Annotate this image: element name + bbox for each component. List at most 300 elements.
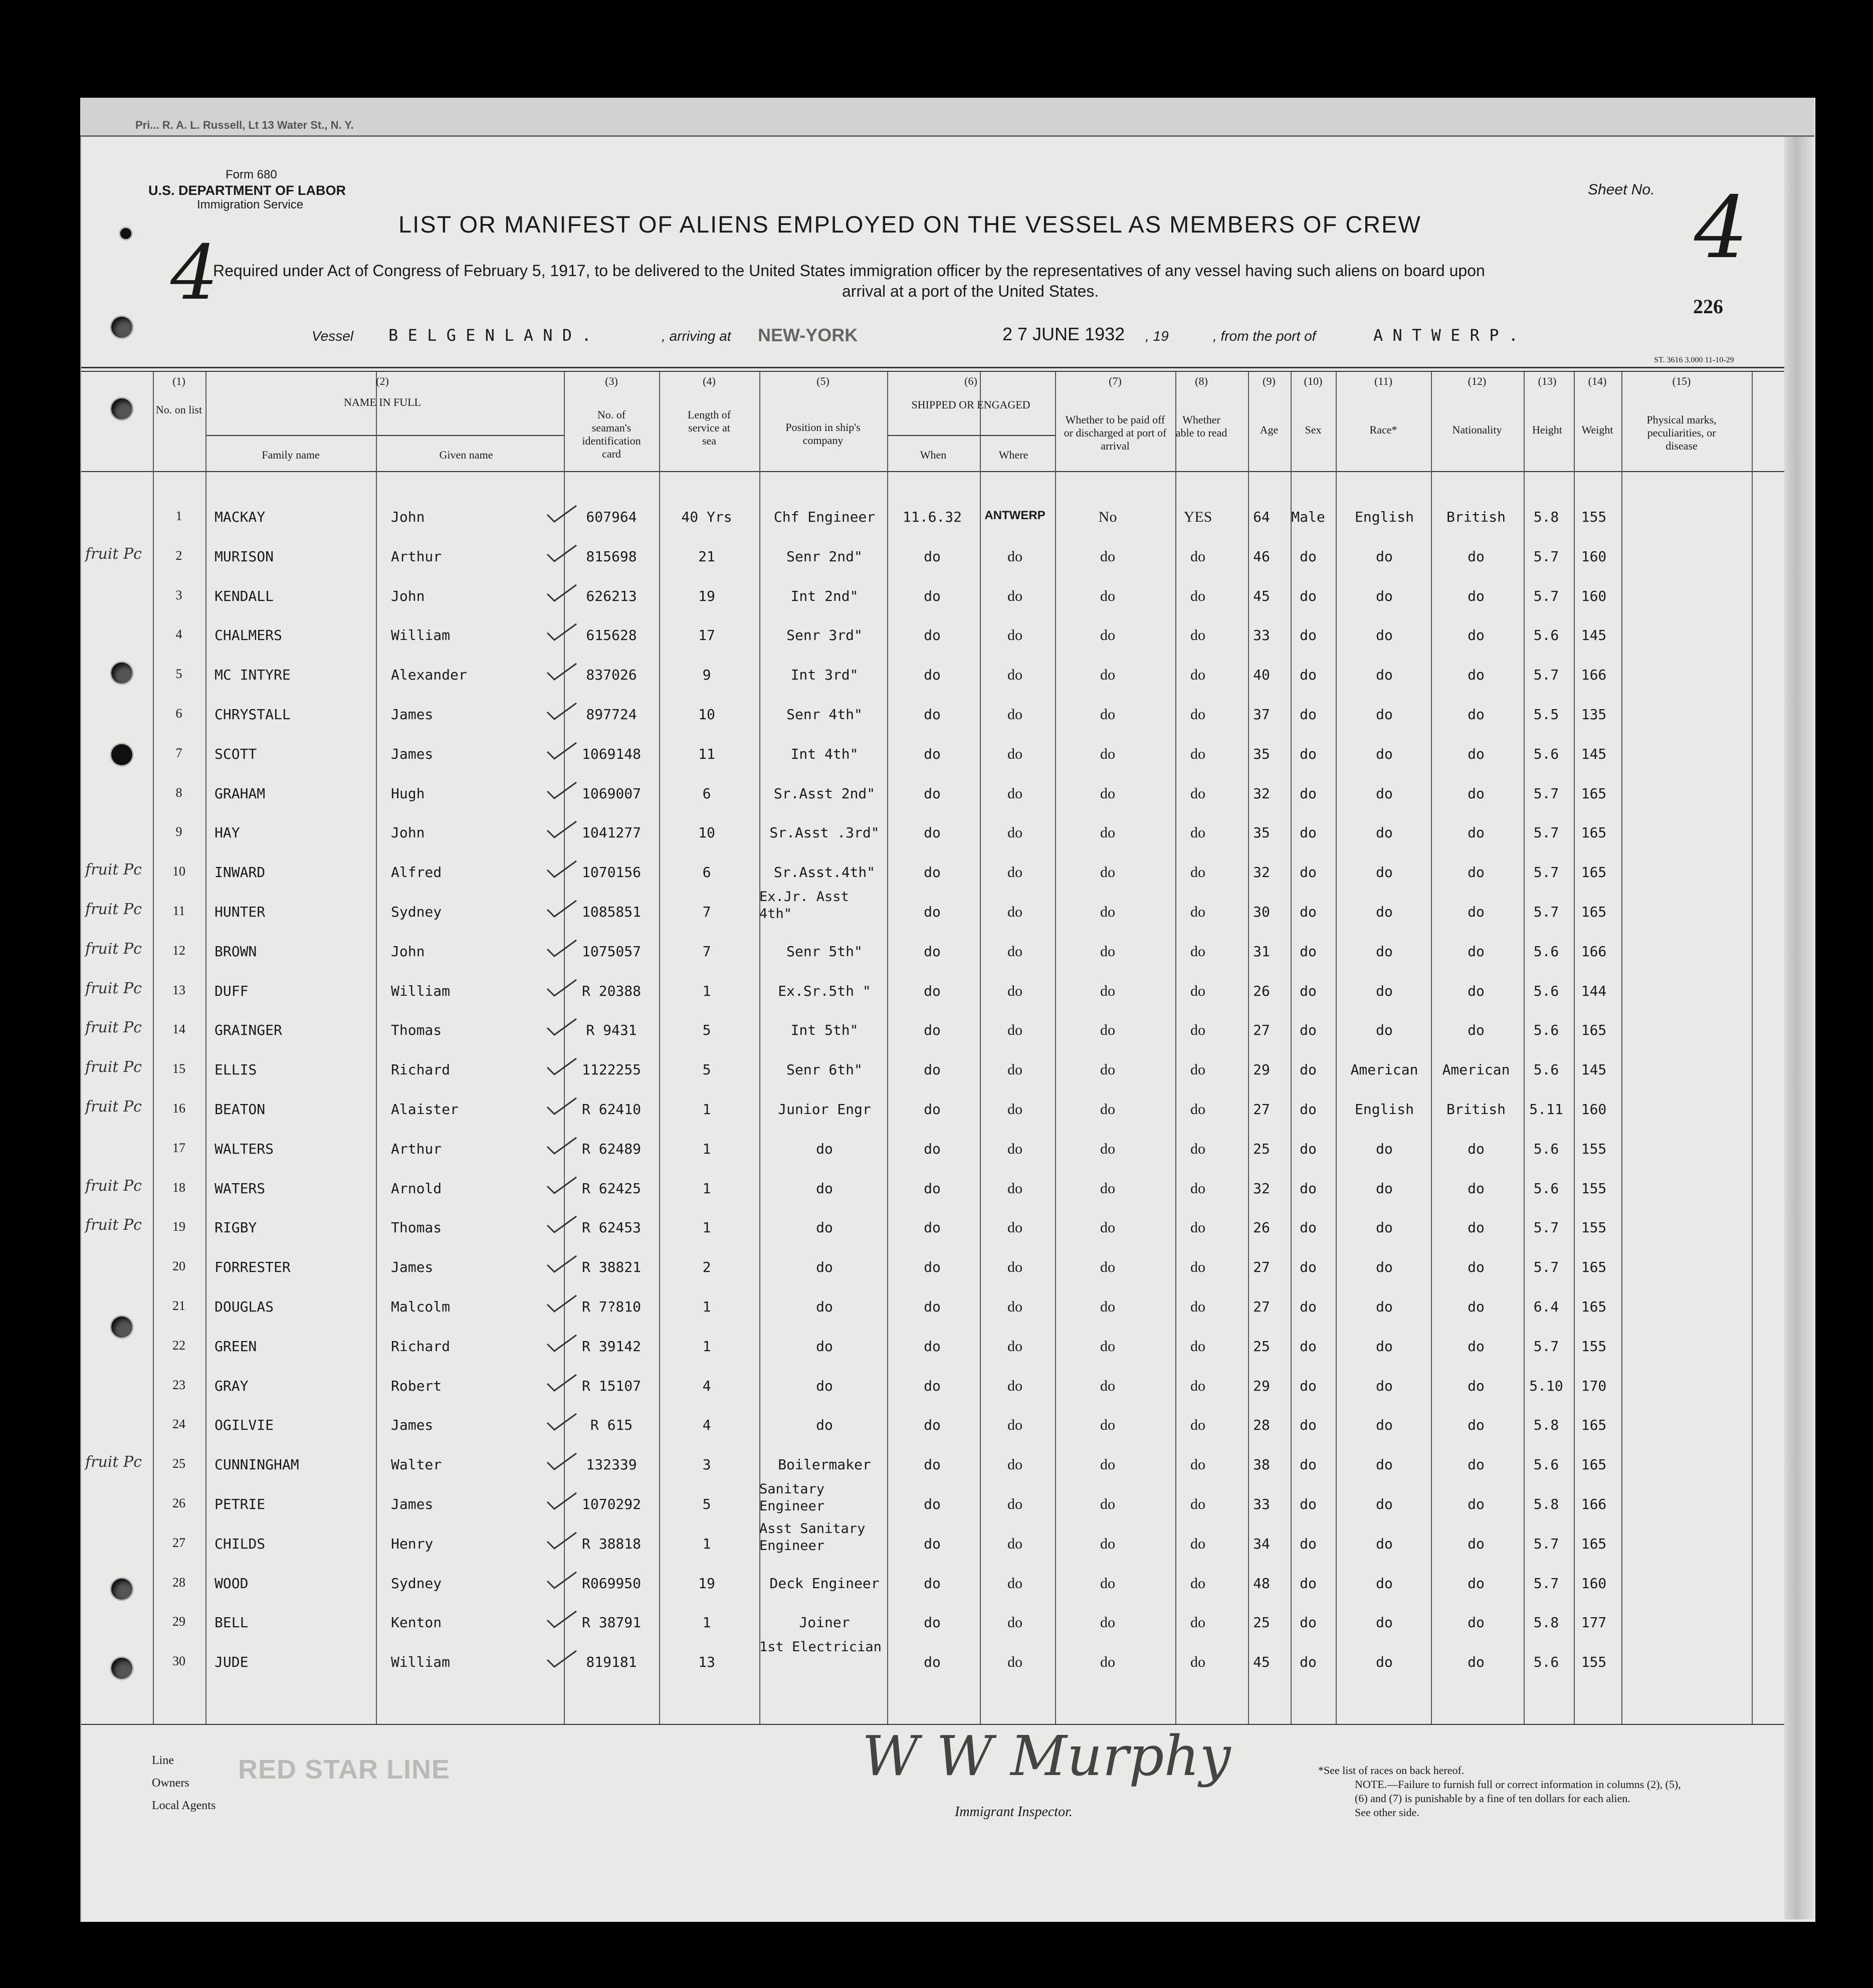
sex: do [1300,706,1317,723]
sex: do [1300,548,1317,565]
able-to-read: do [1190,1654,1205,1671]
shipped-where: do [1007,548,1022,565]
header-bottom-rule [81,471,1784,472]
paid-off: do [1100,1101,1115,1118]
nationality: do [1468,1298,1485,1315]
weight: 160 [1581,1101,1607,1118]
age: 26 [1253,982,1270,999]
column-divider [1621,372,1622,1724]
age: 29 [1253,1061,1270,1078]
binder-hole-icon [120,228,131,239]
age: 35 [1253,824,1270,841]
age: 32 [1253,785,1270,802]
age: 32 [1253,864,1270,881]
row-number: 9 [175,824,182,839]
weight: 166 [1581,943,1607,960]
column-header-c5: Position in ship's company [785,421,861,447]
shipped-when: do [924,785,941,802]
family-name: CUNNINGHAM [215,1456,299,1473]
able-to-read: do [1190,1575,1205,1592]
row-number: 21 [172,1298,185,1313]
given-name: Hugh [391,785,425,802]
shipped-where: do [1007,1456,1022,1473]
height: 5.6 [1533,745,1559,762]
form-code: ST. 3616 3.000 11-10-29 [1654,356,1734,364]
subheader-c6a: When [920,449,947,461]
sex: do [1300,587,1317,604]
checkmark-icon [546,900,577,918]
column-number-c2: (2) [376,375,389,387]
ship-position: Senr 4th" [786,706,863,723]
able-to-read: do [1190,1456,1205,1473]
ship-position: do [816,1259,833,1276]
age: 27 [1253,1259,1270,1276]
family-name: MACKAY [215,509,266,525]
family-name: BELL [215,1614,249,1631]
age: 45 [1253,587,1270,604]
able-to-read: do [1190,1338,1205,1355]
margin-mark: 4 [170,230,219,317]
column-number-c14: (14) [1588,375,1607,387]
race: do [1376,1417,1393,1434]
family-name: WATERS [215,1180,266,1197]
service-length: 3 [702,1456,711,1473]
nationality: do [1468,1338,1485,1355]
binder-hole-icon [111,1316,132,1338]
penalty-note-1: NOTE.—Failure to furnish full or correct information in columns (2), (5), [1355,1778,1681,1791]
weight: 170 [1581,1377,1607,1394]
family-name: ELLIS [215,1061,257,1078]
identification-card: R 20388 [581,982,642,999]
able-to-read: do [1190,1259,1205,1276]
race: do [1376,1140,1393,1157]
shipped-when: do [924,1614,941,1631]
row-number: 2 [175,548,182,563]
checkmark-icon [546,702,577,720]
able-to-read: do [1190,1180,1205,1197]
service-length: 1 [702,1140,711,1157]
sex: do [1300,1259,1317,1276]
vessel-name: B E L G E N L A N D . [388,326,591,345]
given-name: James [391,745,434,762]
column-divider [1055,372,1056,1724]
sex: do [1300,1456,1317,1473]
age: 30 [1253,904,1270,920]
sex: do [1300,904,1317,920]
able-to-read: do [1190,1377,1205,1394]
printer-imprint: Pri... R. A. L. Russell, Lt 13 Water St., N. Y. [135,119,354,131]
sex: do [1300,824,1317,841]
margin-annotation: fruit Pc [85,1019,142,1037]
nationality: do [1468,1219,1485,1236]
height: 5.5 [1533,706,1559,723]
height: 5.7 [1533,1338,1559,1355]
checkmark-icon [546,544,577,562]
race: do [1376,982,1393,999]
height: 5.10 [1529,1377,1563,1394]
sex: do [1300,667,1317,684]
shipped-when: do [924,1417,941,1434]
family-name: KENDALL [215,587,274,604]
nationality: do [1468,548,1485,565]
weight: 145 [1581,627,1607,644]
inspector-label: Immigrant Inspector. [955,1804,1073,1820]
race: American [1350,1061,1418,1078]
identification-card: 1069007 [581,785,642,802]
column-number-c5: (5) [816,375,829,387]
service-length: 10 [698,706,715,723]
sex: do [1300,1614,1317,1631]
height: 5.7 [1533,548,1559,565]
margin-annotation: fruit Pc [85,1216,142,1234]
age: 27 [1253,1101,1270,1118]
shipped-where: do [1007,1496,1022,1512]
shipped-where: do [1007,706,1022,723]
ship-position: Int 4th" [790,745,859,762]
column-header-c14: Weight [1581,423,1613,436]
able-to-read: do [1190,943,1205,960]
identification-card: 837026 [586,667,637,684]
race: do [1376,1022,1393,1039]
given-name: James [391,1417,434,1434]
shipped-when: 11.6.32 [902,509,962,525]
sex: do [1300,1535,1317,1552]
checkmark-icon [546,939,577,957]
paid-off: do [1100,1575,1115,1592]
race: do [1376,904,1393,920]
race: English [1354,1101,1414,1118]
family-name: JUDE [215,1654,249,1671]
shipped-where: do [1007,864,1022,881]
penalty-note-3: See other side. [1355,1806,1419,1819]
weight: 155 [1581,1180,1607,1197]
shipped-where: do [1007,1101,1022,1118]
given-name: John [391,943,425,960]
able-to-read: do [1190,1101,1205,1118]
identification-card: R 62410 [581,1101,642,1118]
identification-card: 1070292 [581,1496,642,1512]
identification-card: 1085851 [581,904,642,920]
column-header-c10: Sex [1305,423,1322,436]
races-note: *See list of races on back hereof. [1318,1764,1465,1777]
family-name: DUFF [215,982,249,999]
age: 33 [1253,1496,1270,1512]
sex: do [1300,1654,1317,1671]
family-name: PETRIE [215,1496,266,1512]
able-to-read: do [1190,548,1205,565]
margin-annotation: fruit Pc [85,901,142,918]
height: 5.7 [1533,785,1559,802]
column-header-c15: Physical marks, peculiarities, or disease [1646,413,1717,452]
family-name: BEATON [215,1101,266,1118]
age: 32 [1253,1180,1270,1197]
paid-off: do [1100,745,1115,762]
shipped-when: do [924,943,941,960]
row-number: 3 [175,587,182,602]
binder-hole-icon [111,744,132,765]
shipped-when: do [924,1298,941,1315]
column-number-c7: (7) [1109,375,1122,387]
column-divider [1524,372,1525,1724]
family-name: BROWN [215,943,257,960]
weight: 165 [1581,824,1607,841]
family-name: CHILDS [215,1535,266,1552]
nationality: do [1468,1140,1485,1157]
identification-card: 819181 [586,1654,637,1671]
column-number-c6: (6) [964,375,977,387]
family-name: CHALMERS [215,627,282,644]
line-label: Line [152,1754,174,1767]
family-name: GREEN [215,1338,257,1355]
weight: 165 [1581,1259,1607,1276]
row-number: 26 [172,1496,185,1510]
service-length: 1 [702,1101,711,1118]
height: 5.7 [1533,1219,1559,1236]
shipped-where: do [1007,1535,1022,1552]
shipped-where: do [1007,1417,1022,1434]
checkmark-icon [546,662,577,681]
race: do [1376,1654,1393,1671]
column-number-c1: (1) [172,375,185,387]
age: 26 [1253,1219,1270,1236]
arriving-label: , arriving at [662,328,731,344]
row-number: 12 [172,943,185,958]
weight: 155 [1581,1654,1607,1671]
paid-off: do [1100,1061,1115,1078]
shipped-when: do [924,904,941,920]
binder-hole-icon [111,662,132,684]
height: 5.6 [1533,1180,1559,1197]
race: do [1376,1456,1393,1473]
sex: do [1300,1180,1317,1197]
identification-card: 815698 [586,548,637,565]
family-name: HUNTER [215,904,266,920]
paid-off: do [1100,1180,1115,1197]
arriving-port: NEW-YORK [758,325,858,345]
ship-position: Ex.Sr.5th " [778,982,871,999]
nationality: do [1468,943,1485,960]
penalty-note-2: (6) and (7) is punishable by a fine of ten dollars for each alien. [1355,1792,1630,1805]
nationality: do [1468,1417,1485,1434]
age: 33 [1253,627,1270,644]
paid-off: do [1100,785,1115,802]
margin-annotation: fruit Pc [85,545,142,563]
shipped-when: do [924,1377,941,1394]
race: do [1376,548,1393,565]
family-name: WALTERS [215,1140,274,1157]
height: 6.4 [1533,1298,1559,1315]
service-length: 17 [698,627,715,644]
checkmark-icon [546,742,577,760]
weight: 165 [1581,1298,1607,1315]
identification-card: R 62489 [581,1140,642,1157]
nationality: do [1468,627,1485,644]
age: 46 [1253,548,1270,565]
checkmark-icon [546,1057,577,1075]
shipped-when: do [924,1140,941,1157]
column-divider [1248,372,1249,1724]
nationality: do [1468,1575,1485,1592]
service-length: 9 [702,667,711,684]
weight: 166 [1581,667,1607,684]
nationality: British [1446,1101,1506,1118]
ship-position: Sr.Asst 2nd" [773,785,876,802]
shipped-when: do [924,745,941,762]
subheader-c2b: Given name [439,449,493,461]
given-name: Robert [391,1377,442,1394]
column-number-c3: (3) [605,375,618,387]
column-divider [659,372,660,1724]
column-divider [153,372,154,1724]
given-name: Sydney [391,904,442,920]
paid-off: do [1100,1417,1115,1434]
row-number: 15 [172,1061,185,1076]
column-header-c3: No. of seaman's identification card [582,408,641,460]
column-divider [1752,372,1753,1724]
checkmark-icon [546,1531,577,1550]
sex: do [1300,1377,1317,1394]
margin-annotation: fruit Pc [85,940,142,958]
ship-position: Joiner [799,1614,850,1631]
row-number: 24 [172,1417,185,1432]
form-subtitle-1: Required under Act of Congress of February 5, 1917, to be delivered to the United States immigration officer by the representatives of any vessel having such aliens on board upon [213,262,1485,280]
shipped-where: ANTWERP [984,509,1046,522]
age: 38 [1253,1456,1270,1473]
height: 5.7 [1533,1575,1559,1592]
nationality: do [1468,1535,1485,1552]
family-name: GRAINGER [215,1022,282,1039]
checkmark-icon [546,979,577,997]
year-label: , 19 [1145,328,1169,344]
shipped-when: do [924,1022,941,1039]
nationality: do [1468,745,1485,762]
nationality: do [1468,1614,1485,1631]
height: 5.8 [1533,1417,1559,1434]
able-to-read: do [1190,706,1205,723]
age: 31 [1253,943,1270,960]
column-number-c12: (12) [1468,375,1487,387]
identification-card: 607964 [586,509,637,525]
family-name: DOUGLAS [215,1298,274,1315]
ship-position: Int 3rd" [790,667,859,684]
sex: do [1300,1101,1317,1118]
given-name: Richard [391,1061,451,1078]
family-name: MURISON [215,548,274,565]
given-name: William [391,982,451,999]
column-header-c4: Length of service at sea [687,408,731,447]
family-name: OGILVIE [215,1417,274,1434]
service-length: 1 [702,1535,711,1552]
age: 37 [1253,706,1270,723]
weight: 145 [1581,745,1607,762]
identification-card: 1122255 [581,1061,642,1078]
inspector-signature: W W Murphy [862,1724,1231,1788]
row-number: 18 [172,1180,185,1195]
family-name: MC INTYRE [215,667,291,684]
paid-off: do [1100,1377,1115,1394]
height: 5.8 [1533,1614,1559,1631]
service-length: 7 [702,904,711,920]
weight: 160 [1581,587,1607,604]
subheader-c6b: Where [998,449,1028,461]
given-name: Henry [391,1535,434,1552]
able-to-read: do [1190,1219,1205,1236]
service-length: 5 [702,1061,711,1078]
shipped-where: do [1007,1180,1022,1197]
family-name: SCOTT [215,745,257,762]
paid-off: do [1100,1338,1115,1355]
column-divider [1291,372,1292,1724]
column-header-c6: SHIPPED OR ENGAGED [911,398,1030,411]
ship-position: Chf Engineer [773,509,876,525]
given-name: Sydney [391,1575,442,1592]
race: do [1376,667,1393,684]
ship-position: Int 2nd" [790,587,859,604]
able-to-read: do [1190,1417,1205,1434]
identification-card: 615628 [586,627,637,644]
shipped-when: do [924,627,941,644]
given-name: Arthur [391,1140,442,1157]
row-number: 23 [172,1377,185,1392]
given-name: Thomas [391,1219,442,1236]
age: 40 [1253,667,1270,684]
paid-off: do [1100,864,1115,881]
shipped-when: do [924,1101,941,1118]
checkmark-icon [546,1255,577,1273]
given-name: Thomas [391,1022,442,1039]
nationality: do [1468,824,1485,841]
nationality: do [1468,587,1485,604]
able-to-read: do [1190,1496,1205,1512]
paid-off: do [1100,1140,1115,1157]
column-divider [376,372,377,1724]
binder-hole-icon [111,1658,132,1679]
shipped-where: do [1007,1377,1022,1394]
able-to-read: do [1190,1535,1205,1552]
service-length: 1 [702,1338,711,1355]
nationality: do [1468,1654,1485,1671]
sheet-edge [1784,100,1814,1919]
weight: 165 [1581,1456,1607,1473]
given-name: James [391,1259,434,1276]
given-name: Alexander [391,667,467,684]
nationality: do [1468,1180,1485,1197]
column-number-c4: (4) [703,375,716,387]
service-length: 2 [702,1259,711,1276]
checkmark-icon [546,1215,577,1233]
checkmark-icon [546,623,577,641]
sheet-label: Sheet No. [1588,181,1655,198]
checkmark-icon [546,1413,577,1431]
ship-position: Senr 2nd" [786,548,863,565]
paid-off: do [1100,1654,1115,1671]
ship-position: Senr 5th" [786,943,863,960]
age: 25 [1253,1338,1270,1355]
ship-position: do [816,1338,833,1355]
age: 35 [1253,745,1270,762]
identification-card: R 15107 [581,1377,642,1394]
row-number: 4 [175,627,182,642]
shipped-when: do [924,706,941,723]
race: do [1376,1614,1393,1631]
height: 5.7 [1533,864,1559,881]
nationality: do [1468,982,1485,999]
column-divider [1431,372,1432,1724]
age: 29 [1253,1377,1270,1394]
identification-card: 1041277 [581,824,642,841]
given-name: Richard [391,1338,451,1355]
ship-position: Junior Engr [778,1101,871,1118]
